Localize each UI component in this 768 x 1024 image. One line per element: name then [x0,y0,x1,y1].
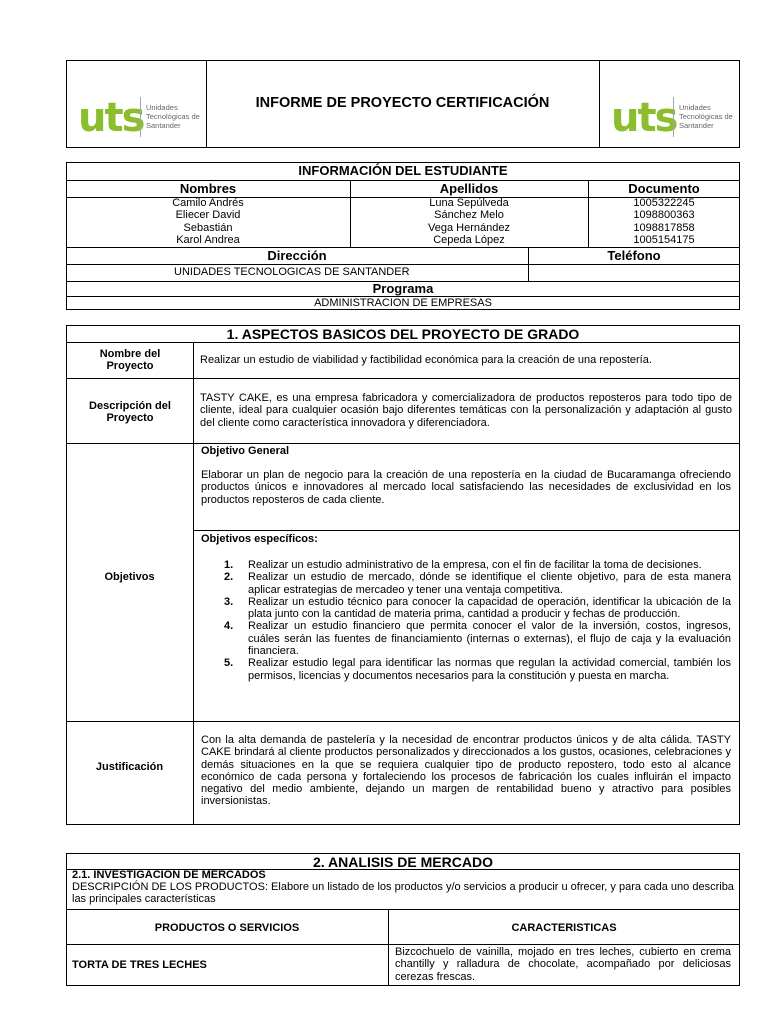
uts-logo-left [78,93,203,143]
product-name: TORTA DE TRES LECHES [72,959,207,971]
list-item: 1. Realizar un estudio administrativo de la empresa, con el fin de facilitar la toma de decisiones. [224,559,702,571]
student-info-title: INFORMACIÓN DEL ESTUDIANTE [298,163,508,178]
general-objective-heading: Objetivo General [201,445,290,457]
student-surname: Vega Hernández [428,221,510,234]
section2-title: 2. ANALISIS DE MERCADO [313,854,493,870]
student-surname: Sánchez Melo [434,209,504,222]
col-surnames: Apellidos [439,181,499,196]
student-name: Sebastián [183,221,233,234]
products-description: DESCRIPCIÓN DE LOS PRODUCTOS: Elabore un listado de los productos y/o servicios a producir u ofrecer, y para cada uno describa las principales características [72,881,734,906]
subsection-title: 2.1. INVESTIGACION DE MERCADOS [72,869,266,881]
student-name: Camilo Andrés [172,197,244,209]
phone-label: Teléfono [607,248,661,263]
col-products: PRODUCTOS O SERVICIOS [154,922,300,934]
logo-mark: uts [611,95,677,141]
student-surname: Luna Sepúlveda [429,197,509,209]
logo-subtitle: Unidades Tecnológicas de Santander [146,103,200,130]
student-name: Eliecer David [175,209,241,222]
project-description-value: TASTY CAKE, es una empresa fabricadora y comercializadora de productos reposteros para todo tipo de cliente, ideal para cualquier ocasión bajo diferentes temáticas con la personalización y adaptación al gusto del cliente como característica innovadora y diferenciadora. [200,392,732,429]
list-item: 5. Realizar estudio legal para identificar las normas que regulan la actividad comercial, también los permisos, licencias y documentos necesarios para la constitución y puesta en marcha. [224,657,731,682]
program-value: ADMINISTRACION DE EMPRESAS [314,297,492,309]
col-names: Nombres [179,181,237,196]
objectives-label: Objetivos [104,571,155,583]
program-label: Programa [372,281,434,296]
general-objective-text: Elaborar un plan de negocio para la creación de una repostería en la ciudad de Bucaramanga ofreciendo productos únicos e innovadores al mercado local satisfaciendo las necesidades de exclusividad en los productos reposteros de cada cliente. [201,469,731,506]
address-label: Dirección [267,248,327,263]
specific-objectives-heading: Objetivos específicos: [201,533,318,545]
col-document: Documento [628,181,700,196]
section1-title: 1. ASPECTOS BASICOS DEL PROYECTO DE GRADO [226,326,580,342]
col-features: CARACTERISTICAS [511,922,617,934]
project-description-label: Descripción del Proyecto [89,400,171,425]
student-document: 1005322245 [633,197,695,209]
student-document: 1005154175 [633,233,695,246]
student-document: 1098800363 [633,209,695,222]
student-document: 1098817858 [633,221,695,234]
list-item: 2. Realizar un estudio de mercado, dónde se identifique el cliente objetivo, para de esta manera aplicar estrategias de mercadeo y tener una ventaja competitiva. [224,571,731,596]
student-surname: Cepeda López [433,233,505,246]
list-item: 4. Realizar un estudio financiero que permita conocer el valor de la inversión, costos, ingresos, cuáles serán las fuentes de financiamiento (internas o externas), el flujo de caja y la evaluación financiera. [224,620,731,658]
justification-text: Con la alta demanda de pastelería y la necesidad de encontrar productos únicos y de alta cálida. TASTY CAKE brindará al cliente productos personalizados y direccionados a los gustos, ocasiones, celebraciones y demás situaciones en la que se requiera cualquier tipo de producto repostero, todo esto al alcance económico de cada persona y fortaleciendo los procesos de fabricación los cuales influirán el impacto negativo del medio ambiente, dejando un margen de rentabilidad bueno y atractivo para posibles inversionistas. [201,734,731,808]
student-names [66,197,350,246]
logo-mark: uts [78,95,144,141]
student-name: Karol Andrea [176,233,240,246]
product-features: Bizcochuelo de vainilla, mojado en tres leches, cubierto en crema chantilly y ralladura de chocolate, acompañado por deliciosas cerezas frescas. [395,946,731,983]
project-name-value: Realizar un estudio de viabilidad y factibilidad económica para la creación de una repostería. [200,354,652,366]
justification-label: Justificación [95,761,164,773]
address-value: UNIDADES TECNOLOGICAS DE SANTANDER [174,266,410,278]
project-name-label: Nombre del Proyecto [99,348,161,373]
logo-subtitle: Unidades Tecnológicas de Santander [679,103,733,130]
specific-objectives-list [201,559,731,682]
student-documents [588,197,740,246]
document-title: INFORME DE PROYECTO CERTIFICACIÓN [255,95,550,111]
student-surnames [350,197,588,246]
list-item: 3. Realizar un estudio técnico para conocer la capacidad de operación, identificar la ubicación de la plata junto con la cantidad de materia prima, cantidad a producir y fechas de producción. [224,595,731,621]
uts-logo-right [611,93,736,143]
